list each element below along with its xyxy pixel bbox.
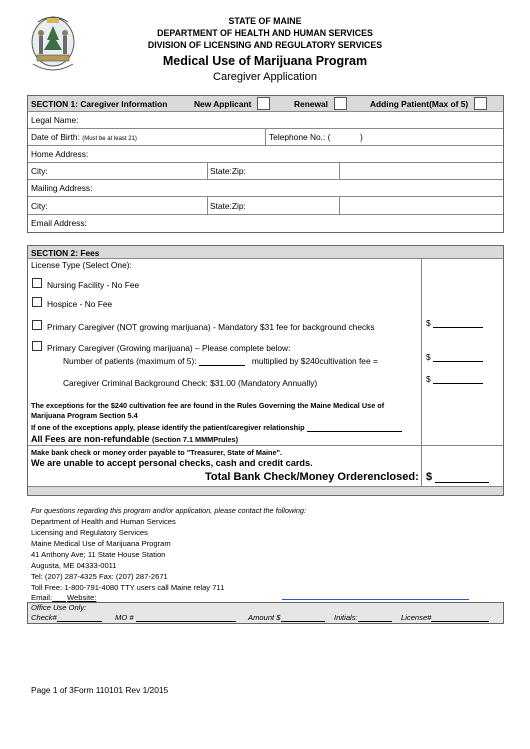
section1-box <box>27 95 504 233</box>
nonrefundable-row <box>31 434 238 444</box>
check-number-blank[interactable] <box>57 613 102 622</box>
contact-line: Augusta, ME 04333-0011 <box>31 561 117 570</box>
amount-label: Amount $ <box>248 613 281 622</box>
home-address-label: Home Address: <box>31 149 89 159</box>
website-label: Website: <box>67 593 97 602</box>
cultivation-fee-label: multiplied by $240cultivation fee = <box>251 356 378 366</box>
primary-growing-checkbox[interactable] <box>32 341 42 351</box>
exceptions-text: The exceptions for the $240 cultivation fee are found in the Rules Governing the Maine Medical Use of <box>31 401 385 410</box>
dollar-sign: $ <box>426 352 431 362</box>
dollar-sign: $ <box>426 318 431 328</box>
nursing-facility-label: Nursing Facility - No Fee <box>47 280 140 290</box>
hospice-label: Hospice - No Fee <box>47 299 113 309</box>
background-fee-field <box>426 374 483 384</box>
section1-title: SECTION 1: Caregiver Information <box>31 99 168 109</box>
contact-line: Licensing and Regulatory Services <box>31 528 148 537</box>
state-zip-label: State:Zip: <box>210 166 246 176</box>
relationship-blank[interactable] <box>307 423 402 432</box>
divider <box>28 162 503 163</box>
section2-title: SECTION 2: Fees <box>31 248 100 258</box>
contact-line: Maine Medical Use of Marijuana Program <box>31 539 171 548</box>
city-label: City: <box>31 166 48 176</box>
contact-line: Toll Free: 1-800-791-4080 TTY users call Maine relay 711 <box>31 583 225 592</box>
nonrefundable-reference: (Section 7.1 MMMPrules) <box>152 435 239 444</box>
department-heading: DEPARTMENT OF HEALTH AND HUMAN SERVICES <box>157 28 373 38</box>
exceptions-text-2: Marijuana Program Section 5.4 <box>31 411 138 420</box>
office-license-row <box>401 613 489 622</box>
email-address-label: Email Address: <box>31 218 87 228</box>
fee-amount-blank[interactable] <box>433 318 483 328</box>
office-check-row <box>31 613 102 622</box>
mo-number-blank[interactable] <box>136 613 236 622</box>
primary-not-growing-label: Primary Caregiver (NOT growing marijuana) - Mandatory $31 fee for background checks <box>47 322 375 332</box>
divider <box>28 214 503 215</box>
renewal-label: Renewal <box>294 99 328 109</box>
city-label: City: <box>31 201 48 211</box>
mailing-address-label: Mailing Address: <box>31 183 93 193</box>
state-heading: STATE OF MAINE <box>228 16 302 26</box>
divider <box>28 145 503 146</box>
no-personal-checks: We are unable to accept personal checks, cash and credit cards. <box>31 458 313 468</box>
division-heading: DIVISION OF LICENSING AND REGULATORY SERVICES <box>147 40 383 50</box>
office-mo-row <box>115 613 236 622</box>
divider <box>28 196 503 197</box>
state-zip-label: State:Zip: <box>210 201 246 211</box>
program-title: Medical Use of Marijuana Program <box>162 54 368 68</box>
adding-patient-label: Adding Patient(Max of 5) <box>370 99 469 109</box>
total-label: Total Bank Check/Money Orderenclosed: <box>205 471 419 483</box>
patients-count-blank[interactable] <box>199 356 245 366</box>
email-label: Email: <box>31 593 53 602</box>
divider <box>339 196 340 214</box>
divider <box>265 128 266 145</box>
mo-number-label: MO # <box>115 613 134 622</box>
office-amount-row <box>248 613 325 622</box>
exceptions-relationship-row <box>31 423 402 432</box>
contact-line: 41 Anthony Ave; 11 State House Station <box>31 550 166 559</box>
telephone-label: Telephone No.: ( <box>269 132 331 142</box>
contact-intro: For questions regarding this program and/or application, please contact the following: <box>31 506 307 515</box>
telephone-close: ) <box>360 132 363 142</box>
patients-count-row <box>63 356 378 366</box>
office-initials-row <box>334 613 392 622</box>
license-blank[interactable] <box>431 613 489 622</box>
divider <box>28 111 503 112</box>
page-footer: Page 1 of 3Form 110101 Rev 1/2015 <box>31 685 169 695</box>
amount-blank[interactable] <box>281 613 325 622</box>
office-use-title: Office Use Only: <box>31 603 87 612</box>
divider <box>207 196 208 214</box>
new-applicant-checkbox[interactable] <box>257 97 270 110</box>
website-link[interactable] <box>282 599 469 600</box>
primary-growing-label: Primary Caregiver (Growing marijuana) – Please complete below: <box>47 343 291 353</box>
nursing-facility-checkbox[interactable] <box>32 278 42 288</box>
divider <box>28 179 503 180</box>
adding-patient-checkbox[interactable] <box>474 97 487 110</box>
total-field <box>426 471 489 483</box>
background-fee-blank[interactable] <box>433 374 483 384</box>
divider <box>421 258 422 487</box>
new-applicant-label: New Applicant <box>194 99 252 109</box>
divider <box>28 445 503 446</box>
form-subtitle: Caregiver Application <box>213 71 317 83</box>
dob-label: Date of Birth: (Must be at least 21) <box>31 132 137 142</box>
initials-blank[interactable] <box>358 613 392 622</box>
hospice-checkbox[interactable] <box>32 297 42 307</box>
check-number-label: Check# <box>31 613 57 622</box>
background-check-label: Caregiver Criminal Background Check: $31.00 (Mandatory Annually) <box>63 378 318 388</box>
divider <box>339 162 340 179</box>
fee-amount-field <box>426 318 483 328</box>
patients-count-label: Number of patients (maximum of 5): <box>63 356 197 366</box>
dollar-sign: $ <box>426 471 433 483</box>
renewal-checkbox[interactable] <box>334 97 347 110</box>
license-type-label: License Type (Select One): <box>31 260 132 270</box>
contact-line: Department of Health and Human Services <box>31 517 176 526</box>
nonrefundable-label: All Fees are non-refundable <box>31 434 150 444</box>
divider <box>207 162 208 179</box>
section2-footer-bar <box>28 487 503 495</box>
license-label: License# <box>401 613 432 622</box>
initials-label: Initials: <box>334 613 358 622</box>
payable-instructions: Make bank check or money order payable to "Treasurer, State of Maine". <box>31 448 283 457</box>
cultivation-fee-blank[interactable] <box>433 352 483 362</box>
cultivation-fee-field <box>426 352 483 362</box>
exceptions-relationship-label: If one of the exceptions apply, please identify the patient/caregiver relationship <box>31 423 305 432</box>
legal-name-label: Legal Name: <box>31 115 79 125</box>
total-blank[interactable] <box>435 471 489 483</box>
dollar-sign: $ <box>426 374 431 384</box>
contact-line: Tel: (207) 287-4325 Fax: (207) 287-2671 <box>31 572 168 581</box>
divider <box>28 258 503 259</box>
primary-not-growing-checkbox[interactable] <box>32 320 42 330</box>
